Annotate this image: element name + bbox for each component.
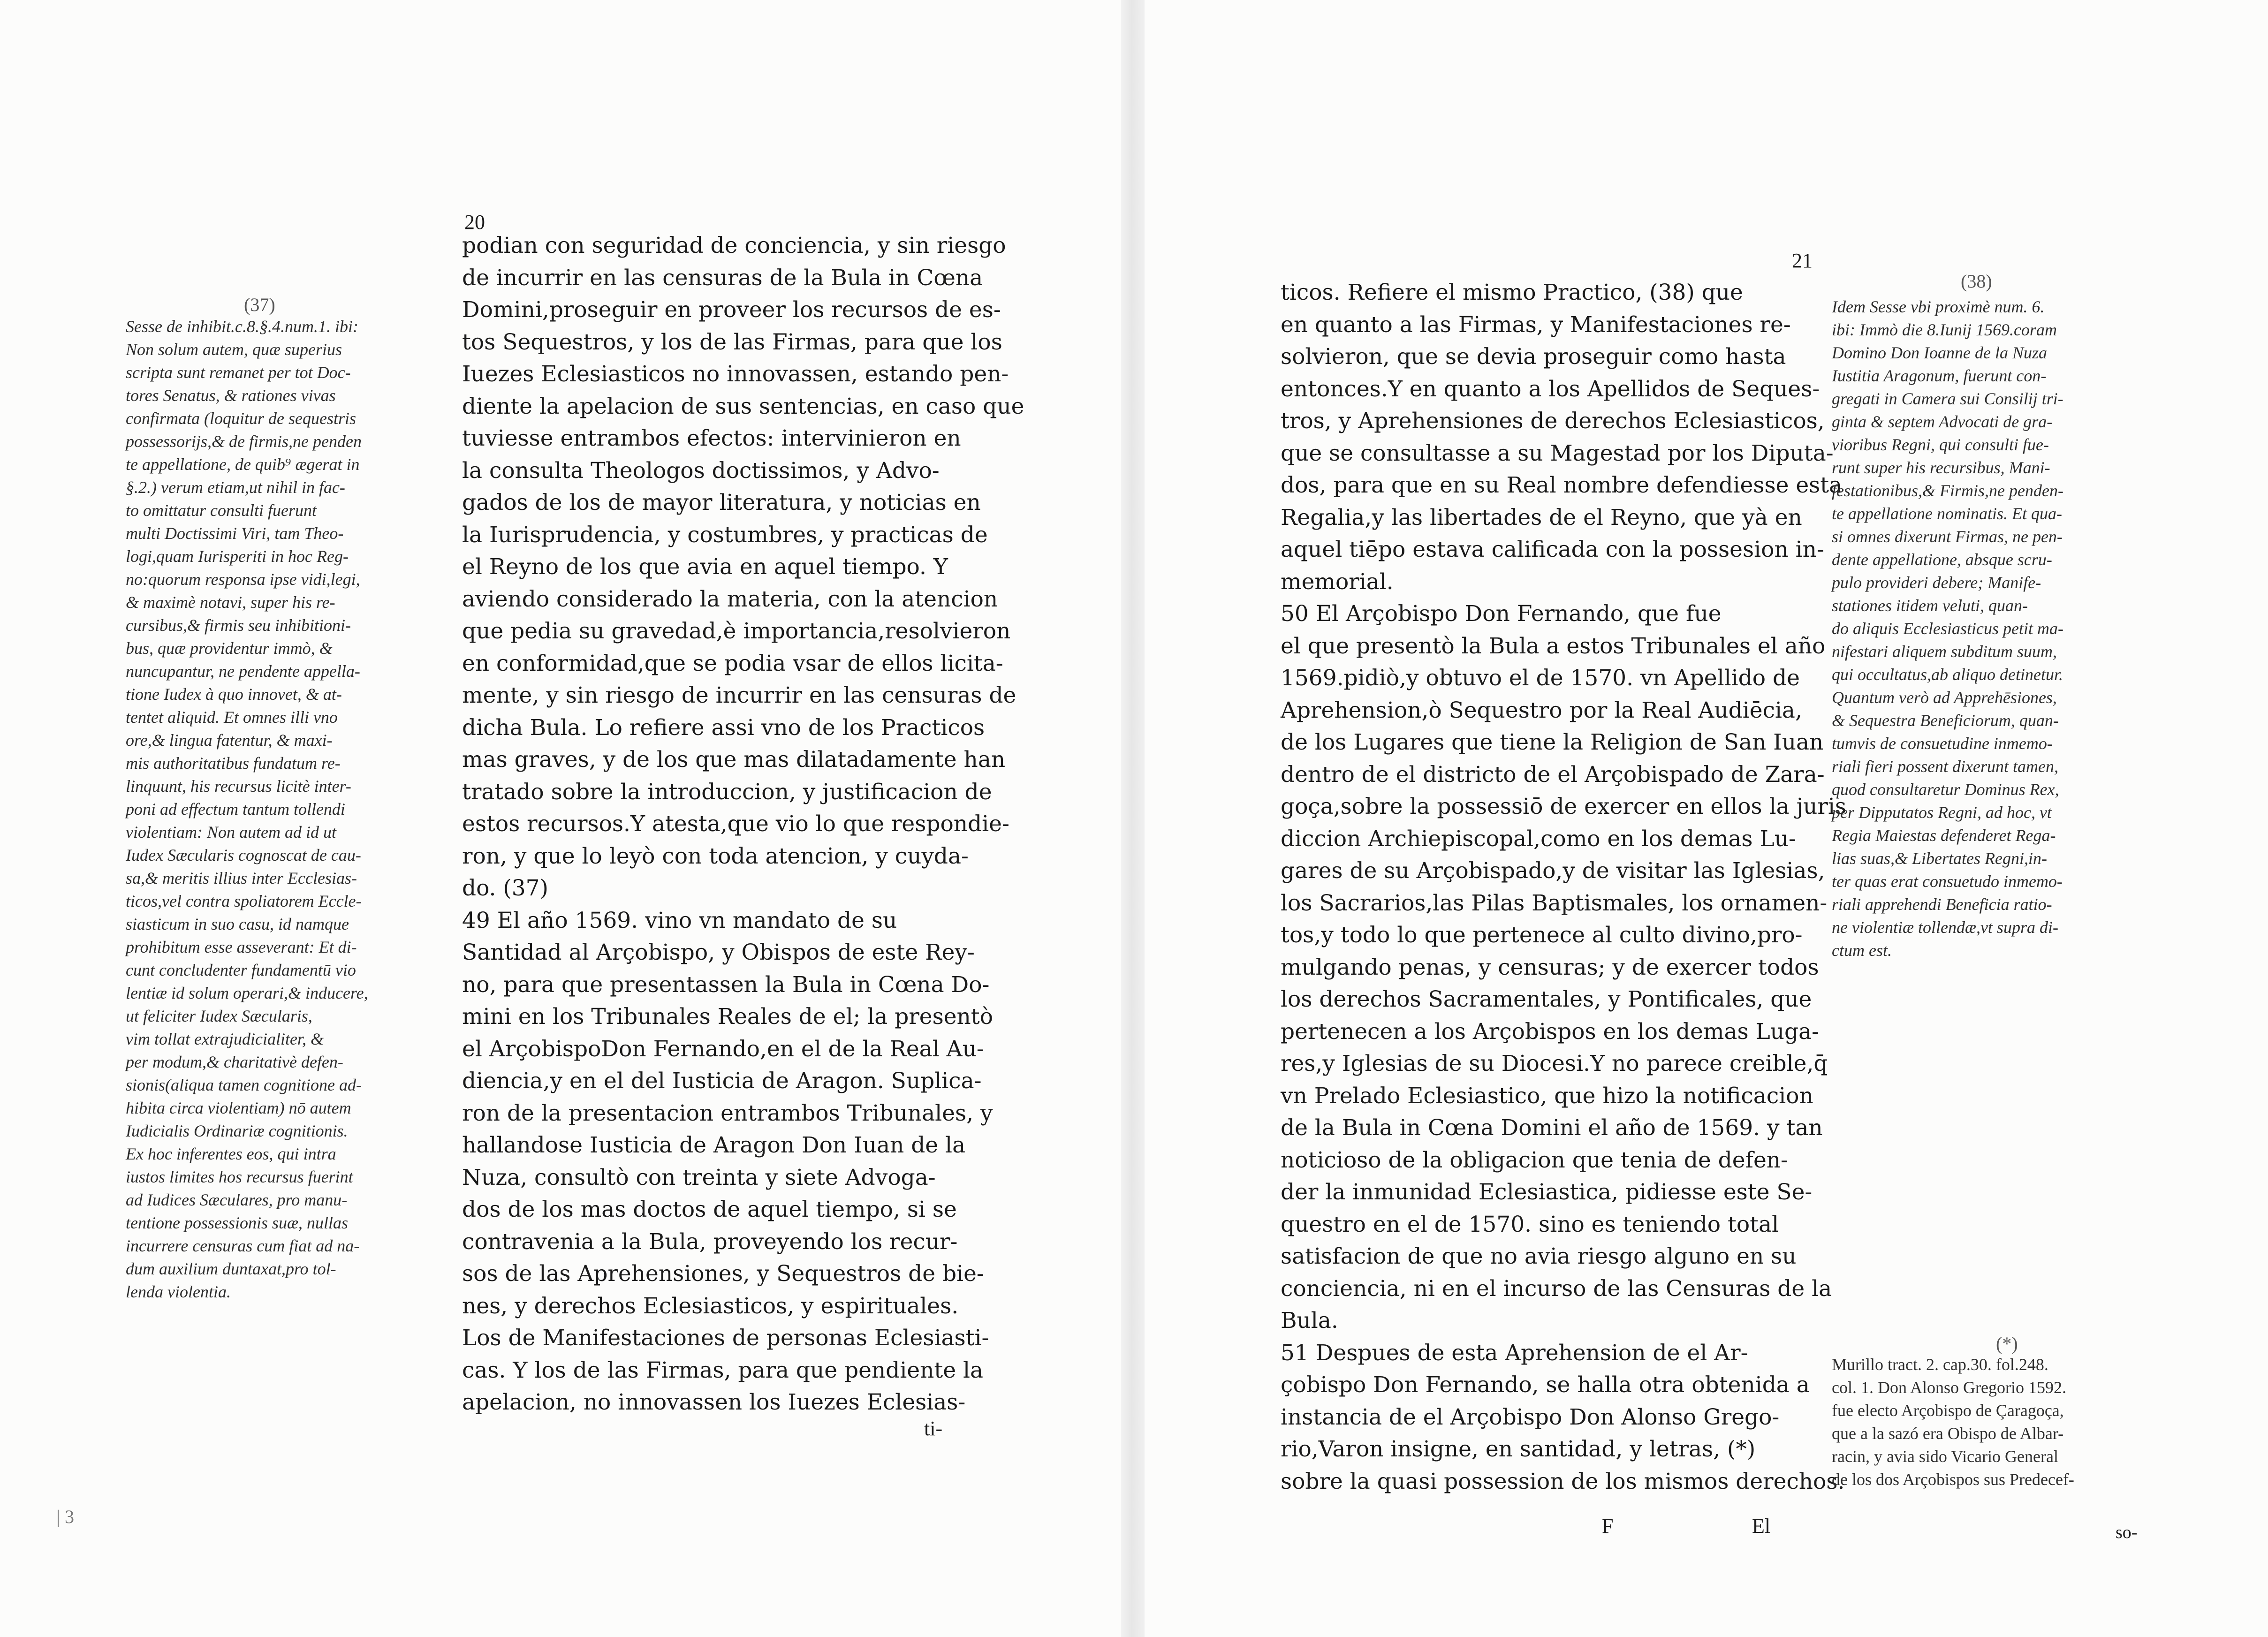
text-line: 50 El Arçobispo Don Fernando, que fue [1281, 601, 1722, 627]
sidenote-line: ore,& lingua fatentur, & maxi- [126, 731, 333, 750]
text-line: diccion Archiepiscopal,como en los demas Lu- [1281, 826, 1796, 852]
footnote-line: Murillo tract. 2. cap.30. fol.248. [1832, 1355, 2048, 1374]
text-line: que pedia su gravedad,è importancia,resolvieron [462, 618, 1011, 644]
main-text-column [1281, 277, 1847, 1498]
text-line: çobispo Don Fernando, se halla otra obtenida a [1281, 1372, 1810, 1398]
sidenote-line: festationibus,& Firmis,ne penden- [1832, 481, 2063, 500]
sidenote-column [1832, 296, 2245, 962]
sidenote-line: poni ad effectum tantum tollendi [126, 800, 345, 818]
footnote-line: col. 1. Don Alonso Gregorio 1592. [1832, 1378, 2066, 1397]
text-line: solvieron, que se devia proseguir como hasta [1281, 344, 1786, 370]
sidenote-line: & Sequestra Beneficiorum, quan- [1832, 711, 2059, 730]
left-page [0, 0, 1121, 1637]
text-line: mini en los Tribunales Reales de el; la presentò [462, 1004, 993, 1030]
sidenote-line: cursibus,& firmis seu inhibitioni- [126, 616, 351, 635]
sidenote-line: Iustitia Aragonum, fuerunt con- [1832, 366, 2047, 385]
sidenote-line: §.2.) verum etiam,ut nihil in fac- [126, 478, 345, 497]
sidenote-line: ad Iudices Sæculares, pro manu- [126, 1190, 348, 1209]
sidenote-line: Quantum verò ad Apprehēsiones, [1832, 688, 2057, 707]
sidenote-line: do aliquis Ecclesiasticus petit ma- [1832, 619, 2063, 638]
catchword: El [1752, 1515, 1771, 1538]
sidenote-line: ticos,vel contra spoliatorem Eccle- [126, 892, 362, 910]
sidenote-line: te appellatione, de quib⁹ ægerat in [126, 455, 360, 474]
text-line: rio,Varon insigne, en santidad, y letras, (*) [1281, 1436, 1756, 1462]
page-number: 20 [464, 211, 485, 234]
sidenote-line: Ex hoc inferentes eos, qui intra [126, 1144, 336, 1163]
sidenote-line: pulo provideri debere; Manife- [1832, 573, 2041, 592]
text-line: el que presentò la Bula a estos Tribunales el año [1281, 633, 1826, 659]
text-line: Regalia,y las libertades de el Reyno, que yà en [1281, 504, 1802, 531]
signature-mark: F [1602, 1515, 1614, 1538]
footnote-label: (*) [1996, 1333, 2018, 1354]
sidenote-line: dum auxilium duntaxat,pro tol- [126, 1259, 336, 1278]
sidenote-line: ter quas erat consuetudo inmemo- [1832, 872, 2063, 891]
edge-mark: | 3 [56, 1506, 75, 1527]
footnote-line: de los dos Arçobispos sus Predecef- [1832, 1470, 2074, 1489]
sidenote-line: to omittatur consulti fuerunt [126, 501, 317, 520]
sidenote-line: lenda violentia. [126, 1282, 231, 1301]
text-line: la Iurisprudencia, y costumbres, y practicas de [462, 522, 988, 548]
sidenote-line: tentet aliquid. Et omnes illi vno [126, 708, 338, 727]
text-line: los Sacrarios,las Pilas Baptismales, los ornamen- [1281, 890, 1828, 916]
text-line: ron de la presentacion entrambos Tribunales, y [462, 1100, 993, 1126]
sidenote-line: incurrere censuras cum fiat ad na- [126, 1236, 360, 1255]
text-line: gados de los de mayor literatura, y noticias en [462, 490, 981, 515]
sidenote-line: tentione possessionis suæ, nullas [126, 1213, 349, 1232]
page-number: 21 [1792, 249, 1813, 272]
text-line: ticos. Refiere el mismo Practico, (38) que [1281, 280, 1743, 305]
sidenote-line: Iudicialis Ordinariæ cognitionis. [126, 1122, 348, 1140]
sidenote-line: lias suas,& Libertates Regni,in- [1832, 849, 2047, 868]
text-line: sobre la quasi possession de los mismos derechos. [1281, 1468, 1845, 1494]
text-line: la consulta Theologos doctissimos, y Advo- [462, 457, 940, 484]
sidenote-line: nifestari aliquem subditum suum, [1832, 642, 2057, 661]
main-text-column [462, 230, 1024, 1419]
text-line: Aprehension,ò Sequestro por la Real Audiēcia, [1281, 697, 1802, 723]
text-line: tuviesse entrambos efectos: intervinieron en [462, 425, 961, 451]
sidenote-line: tione Iudex à quo innovet, & at- [126, 685, 342, 704]
footnote-column [1832, 1353, 2245, 1491]
text-line: contravenia a la Bula, proveyendo los recur- [462, 1228, 958, 1255]
sidenote-line: possessorijs,& de firmis,ne penden [126, 432, 362, 451]
sidenote-line: sionis(aliqua tamen cognitione ad- [126, 1076, 362, 1094]
text-line: vn Prelado Eclesiastico, que hizo la notificacion [1281, 1083, 1813, 1109]
text-line: en quanto a las Firmas, y Manifestaciones re- [1281, 311, 1791, 338]
sidenote-line: Non solum autem, quæ superius [126, 340, 342, 359]
text-line: noticioso de la obligacion que tenia de defen- [1281, 1147, 1788, 1173]
sidenote-line: ibi: Immò die 8.Iunij 1569.coram [1832, 320, 2057, 339]
sidenote-line: mis authoritatibus fundatum re- [126, 754, 341, 773]
sidenote-line: siasticum in suo casu, id namque [126, 915, 349, 933]
sidenote-line: runt super his recursibus, Mani- [1832, 458, 2050, 477]
sidenote-column [126, 315, 454, 1304]
sidenote-line: riali fieri possent dixerunt tamen, [1832, 757, 2058, 776]
text-line: Domini,proseguir en proveer los recursos de es- [462, 297, 1001, 323]
sidenote-line: violentiam: Non autem ad id ut [126, 823, 336, 841]
sidenote-line: Iudex Sæcularis cognoscat de cau- [126, 846, 361, 864]
text-line: tos Sequestros, y los de las Firmas, para que los [462, 329, 1002, 355]
sidenote-line: per modum,& charitativè defen- [126, 1053, 343, 1071]
text-line: dos, para que en su Real nombre defendiesse esta [1281, 472, 1843, 498]
text-line: aquel tiēpo estava calificada con la possesion in- [1281, 537, 1824, 562]
text-line: tros, y Aprehensiones de derechos Eclesiasticos, [1281, 408, 1825, 434]
sidenote-line: vim tollat extrajudicialiter, & [126, 1030, 324, 1048]
text-line: 1569.pidiò,y obtuvo el de 1570. vn Apellido de [1281, 665, 1800, 691]
text-line: sos de las Aprehensiones, y Sequestros de bie- [462, 1261, 984, 1287]
text-line: estos recursos.Y atesta,que vio lo que respondie- [462, 811, 1009, 837]
text-line: tratado sobre la introduccion, y justificacion de [462, 779, 992, 805]
sidenote-line: lentiæ id solum operari,& inducere, [126, 984, 368, 1002]
sidenote-line: nuncupantur, ne pendente appella- [126, 662, 360, 681]
sidenote-line: quod consultaretur Dominus Rex, [1832, 780, 2059, 799]
text-line: cas. Y los de las Firmas, para que pendiente la [462, 1357, 984, 1383]
text-line: Nuza, consultò con treinta y siete Advoga- [462, 1164, 936, 1190]
sidenote-line: Idem Sesse vbi proximè num. 6. [1832, 297, 2045, 316]
footnote-line: que a la sazó era Obispo de Albar- [1832, 1424, 2064, 1443]
sidenote-line: ut feliciter Iudex Sæcularis, [126, 1007, 312, 1025]
text-line: de los Lugares que tiene la Religion de San Iuan [1281, 729, 1824, 755]
text-line: res,y Iglesias de su Diocesi.Y no parece creible,q̄ [1281, 1051, 1828, 1076]
text-line: que se consultasse a su Magestad por los Diputa- [1281, 440, 1834, 466]
sidenote-line: cunt concludenter fundamentū vio [126, 961, 356, 979]
sidenote-line: si omnes dixerunt Firmas, ne pen- [1832, 527, 2063, 546]
sidenote-line: logi,quam Iurisperiti in hoc Reg- [126, 547, 349, 566]
sidenote-line: tumvis de consuetudine inmemo- [1832, 734, 2053, 753]
text-line: podian con seguridad de conciencia, y sin riesgo [462, 233, 1006, 258]
sidenote-label: (37) [244, 294, 275, 315]
sidenote-line: per Dipputatos Regni, ad hoc, vt [1832, 803, 2052, 822]
sidenote-line: bus, quæ providentur immò, & [126, 639, 333, 658]
sidenote-line: tores Senatus, & rationes vivas [126, 386, 336, 405]
text-line: mulgando penas, y censuras; y de exercer todos [1281, 954, 1819, 980]
text-line: mas graves, y de los que mas dilatadamente han [462, 747, 1006, 773]
sidenote-line: iustos limites hos recursus fuerint [126, 1167, 353, 1186]
sidenote-line: dente appellatione, absque scru- [1832, 550, 2052, 569]
right-page [1145, 0, 2268, 1637]
text-line: aviendo considerado la materia, con la atencion [462, 586, 998, 612]
sidenote-line: no:quorum responsa ipse vidi,legi, [126, 570, 360, 589]
text-line: mente, y sin riesgo de incurrir en las censuras de [462, 682, 1016, 708]
sidenote-line: ctum est. [1832, 941, 1892, 960]
text-line: do. (37) [462, 875, 548, 901]
book-gutter [1121, 0, 1145, 1637]
text-line: apelacion, no innovassen los Iuezes Eclesias- [462, 1389, 966, 1415]
sidenote-line: multi Doctissimi Viri, tam Theo- [126, 524, 344, 543]
sidenote-line: ginta & septem Advocati de gra- [1832, 412, 2053, 431]
text-line: dentro de el districto de el Arçobispado de Zara- [1281, 761, 1825, 788]
text-line: pertenecen a los Arçobispos en los demas Luga- [1281, 1018, 1819, 1045]
sidenote-line: linquunt, his recursus licitè inter- [126, 777, 351, 796]
sidenote-line: Regia Maiestas defenderet Rega- [1832, 826, 2056, 845]
text-line: hallandose Iusticia de Aragon Don Iuan de la [462, 1132, 966, 1158]
text-line: los derechos Sacramentales, y Pontificales, que [1281, 986, 1812, 1012]
text-line: questro en el de 1570. sino es teniendo total [1281, 1211, 1779, 1237]
text-line: el ArçobispoDon Fernando,en el de la Real Au- [462, 1036, 984, 1062]
text-line: Iuezes Eclesiasticos no innovassen, estando pen- [462, 361, 1009, 387]
text-line: Bula. [1281, 1308, 1338, 1334]
text-line: satisfacion de que no avia riesgo alguno en su [1281, 1243, 1797, 1269]
sidenote-line: & maximè notavi, super his re- [126, 593, 335, 612]
text-line: Los de Manifestaciones de personas Eclesiasti- [462, 1325, 989, 1351]
text-line: 49 El año 1569. vino vn mandato de su [462, 907, 897, 933]
sidenote-line: Domino Don Ioanne de la Nuza [1832, 343, 2047, 362]
sidenote-line: confirmata (loquitur de sequestris [126, 409, 356, 428]
text-line: entonces.Y en quanto a los Apellidos de Seques- [1281, 376, 1820, 402]
sidenote-line: gregati in Camera sui Consilij tri- [1832, 389, 2063, 408]
text-line: ron, y que lo leyò con toda atencion, y cuyda- [462, 843, 969, 869]
text-line: diencia,y en el del Iusticia de Aragon. Suplica- [462, 1068, 982, 1094]
text-line: de incurrir en las censuras de la Bula in Cœna [462, 265, 983, 291]
sidenote-line: prohibitum esse asseverant: Et di- [126, 938, 357, 956]
text-line: tos,y todo lo que pertenece al culto divino,pro- [1281, 922, 1803, 948]
text-line: 51 Despues de esta Aprehension de el Ar- [1281, 1340, 1748, 1366]
footnote-line: racin, y avia sido Vicario General [1832, 1447, 2058, 1466]
text-line: nes, y derechos Eclesiasticos, y espirituales. [462, 1293, 959, 1319]
text-line: memorial. [1281, 568, 1394, 595]
text-line: conciencia, ni en el incurso de las Censuras de la [1281, 1275, 1832, 1302]
text-line: el Reyno de los que avia en aquel tiempo. Y [462, 554, 948, 580]
sidenote-line: sa,& meritis illius inter Ecclesias- [126, 869, 357, 887]
sidenote-line: Sesse de inhibit.c.8.§.4.num.1. ibi: [126, 317, 358, 336]
text-line: de la Bula in Cœna Domini el año de 1569. y tan [1281, 1115, 1823, 1141]
text-line: der la inmunidad Eclesiastica, pidiesse este Se- [1281, 1179, 1813, 1205]
footnote-catchword: so- [2116, 1523, 2138, 1542]
text-line: dicha Bula. Lo refiere assi vno de los Practicos [462, 714, 985, 741]
sidenote-line: riali apprehendi Beneficia ratio- [1832, 895, 2052, 914]
text-line: diente la apelacion de sus sentencias, en caso que [462, 393, 1024, 419]
sidenote-line: vioribus Regni, qui consulti fue- [1832, 435, 2049, 454]
sidenote-line: qui occultatus,ab aliquo detinetur. [1832, 665, 2063, 684]
text-line: goça,sobre la possessiō de exercer en ellos la juris [1281, 794, 1847, 819]
text-line: instancia de el Arçobispo Don Alonso Grego- [1281, 1404, 1780, 1430]
sidenote-line: hibita circa violentiam) nō autem [126, 1099, 351, 1117]
text-line: en conformidad,que se podia vsar de ellos licita- [462, 650, 1003, 676]
text-line: no, para que presentassen la Bula in Cœna Do- [462, 971, 990, 998]
footnote-line: fue electo Arçobispo de Çaragoça, [1832, 1401, 2064, 1420]
text-line: gares de su Arçobispado,y de visitar las Iglesias, [1281, 858, 1825, 884]
text-line: dos de los mas doctos de aquel tiempo, si se [462, 1197, 957, 1222]
sidenote-line: stationes itidem veluti, quan- [1832, 596, 2028, 615]
sidenote-line: ne violentiæ tollendæ,vt supra di- [1832, 918, 2058, 937]
sidenote-line: te appellatione nominatis. Et qua- [1832, 504, 2062, 523]
catchword: ti- [924, 1417, 943, 1440]
text-line: Santidad al Arçobispo, y Obispos de este Rey- [462, 940, 975, 965]
sidenote-label: (38) [1961, 271, 1992, 292]
sidenote-line: scripta sunt remanet per tot Doc- [126, 363, 351, 382]
